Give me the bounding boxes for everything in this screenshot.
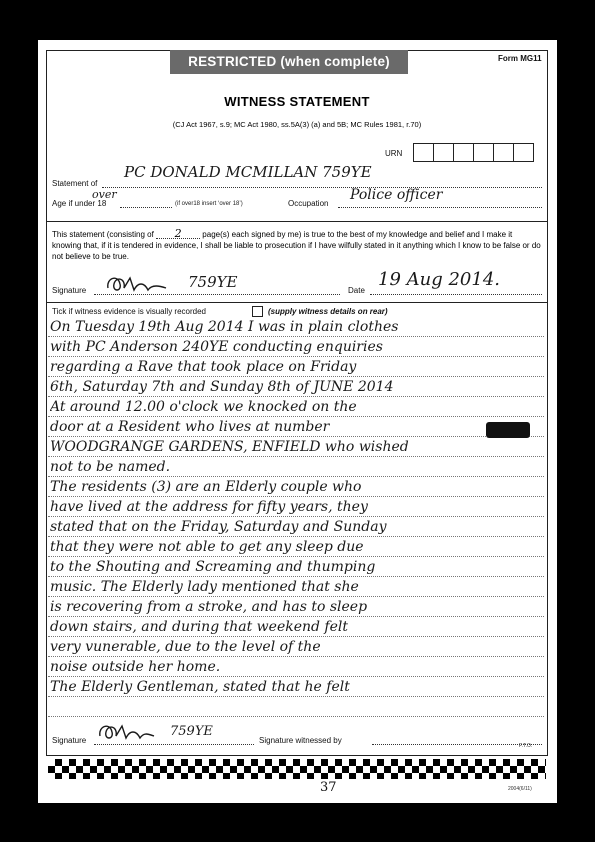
- divider: [46, 221, 548, 222]
- age-hint: (if over18 insert ‘over 18’): [175, 201, 243, 207]
- statement-line: WOODGRANGE GARDENS, ENFIELD who wished: [50, 439, 409, 455]
- statement-line: with PC Anderson 240YE conducting enquiries: [50, 339, 383, 355]
- urn-box[interactable]: [453, 143, 474, 162]
- statement-line: noise outside her home.: [50, 659, 221, 675]
- footer-signature-id: 759YE: [170, 724, 213, 739]
- page-title: WITNESS STATEMENT: [224, 94, 370, 109]
- statement-line: music. The Elderly lady mentioned that she: [50, 579, 359, 595]
- ruled-line: [48, 376, 544, 377]
- statement-line: very vunerable, due to the level of the: [50, 639, 321, 655]
- declaration-part2: page(s) each signed by me) is true to the best of my knowledge and belief and I make it knowing that, if it is tendered in evidence, I shall be liable to prosecution if I have wilfully stated in it anything which I know to be false or do not believe to be true.: [52, 230, 541, 261]
- occupation-label: Occupation: [288, 199, 329, 208]
- witnessed-label: Signature witnessed by: [259, 736, 342, 745]
- ruled-line: [48, 596, 544, 597]
- divider: [46, 302, 548, 303]
- urn-box[interactable]: [493, 143, 514, 162]
- ruled-line: [48, 396, 544, 397]
- ruled-line: [48, 456, 544, 457]
- statement-line: that they were not able to get any sleep due: [50, 539, 364, 555]
- statement-line: stated that on the Friday, Saturday and Sunday: [50, 519, 387, 535]
- restricted-banner: RESTRICTED (when complete): [170, 50, 408, 74]
- signature-id: 759YE: [188, 273, 238, 291]
- ruled-line: [48, 616, 544, 617]
- ruled-line: [48, 436, 544, 437]
- pages-count[interactable]: 2: [156, 230, 200, 239]
- occupation-line: [338, 207, 542, 208]
- statement-line: door at a Resident who lives at number: [50, 419, 330, 435]
- statement-line: 6th, Saturday 7th and Sunday 8th of JUNE 2014: [50, 379, 394, 395]
- statement-line: is recovering from a stroke, and has to sleep: [50, 599, 368, 615]
- ruled-line: [48, 536, 544, 537]
- statement-line: not to be named.: [50, 459, 171, 475]
- date-label: Date: [348, 286, 365, 295]
- ruled-line: [48, 636, 544, 637]
- age-label: Age if under 18: [52, 199, 107, 208]
- statement-line: On Tuesday 19th Aug 2014 I was in plain clothes: [50, 319, 399, 335]
- footer-signature-label: Signature: [52, 736, 87, 745]
- statement-line: down stairs, and during that weekend felt: [50, 619, 348, 635]
- form-number: Form MG11: [498, 54, 542, 63]
- statement-of-label: Statement of: [52, 179, 98, 188]
- statement-line: regarding a Rave that took place on Friday: [50, 359, 357, 375]
- ruled-line: [48, 556, 544, 557]
- witnessed-line: [372, 744, 542, 745]
- footer-signature-scribble: [96, 720, 156, 744]
- occupation-value[interactable]: Police officer: [350, 187, 443, 203]
- ruled-line: [48, 336, 544, 337]
- visual-record-label: Tick if witness evidence is visually recorded: [52, 307, 206, 316]
- ruled-line: [48, 676, 544, 677]
- declaration-text: [52, 229, 542, 262]
- urn-box[interactable]: [413, 143, 434, 162]
- form-code: 2004(6/11): [508, 786, 532, 792]
- ruled-line: [48, 356, 544, 357]
- visual-record-note: (supply witness details on rear): [268, 307, 388, 316]
- redaction-block: [486, 422, 530, 438]
- checkered-band: [48, 759, 546, 779]
- statement-line: have lived at the address for fifty years, they: [50, 499, 368, 515]
- ruled-line: [48, 716, 544, 717]
- statement-of-line: [102, 187, 542, 188]
- ruled-line: [48, 416, 544, 417]
- footer-signature-line: [94, 744, 254, 745]
- ruled-line: [48, 516, 544, 517]
- ruled-line: [48, 476, 544, 477]
- witness-statement-page: [38, 40, 557, 803]
- declaration-part1: This statement (consisting of: [52, 230, 154, 239]
- ruled-line: [48, 696, 544, 697]
- urn-box[interactable]: [473, 143, 494, 162]
- date-value[interactable]: 19 Aug 2014.: [378, 269, 500, 290]
- age-value[interactable]: over: [92, 188, 117, 201]
- age-line: [120, 207, 172, 208]
- statement-line: The residents (3) are an Elderly couple who: [50, 479, 362, 495]
- signature-scribble: [104, 272, 170, 296]
- signature-label: Signature: [52, 286, 87, 295]
- statement-line: The Elderly Gentleman, stated that he felt: [50, 679, 350, 695]
- statement-line: At around 12.00 o'clock we knocked on the: [50, 399, 357, 415]
- page-number: 37: [320, 780, 337, 795]
- legal-reference: (CJ Act 1967, s.9; MC Act 1980, ss.5A(3) (a) and 5B; MC Rules 1981, r.70): [172, 120, 422, 129]
- urn-box[interactable]: [513, 143, 534, 162]
- date-line: [370, 294, 542, 295]
- urn-label: URN: [385, 149, 403, 158]
- statement-line: to the Shouting and Screaming and thumping: [50, 559, 376, 575]
- visual-record-checkbox[interactable]: [252, 306, 263, 317]
- ruled-line: [48, 496, 544, 497]
- urn-box[interactable]: [433, 143, 454, 162]
- statement-of-value[interactable]: PC DONALD MCMILLAN 759YE: [124, 163, 372, 181]
- ruled-line: [48, 576, 544, 577]
- ruled-line: [48, 656, 544, 657]
- pto-label: P.T.O.: [519, 743, 533, 749]
